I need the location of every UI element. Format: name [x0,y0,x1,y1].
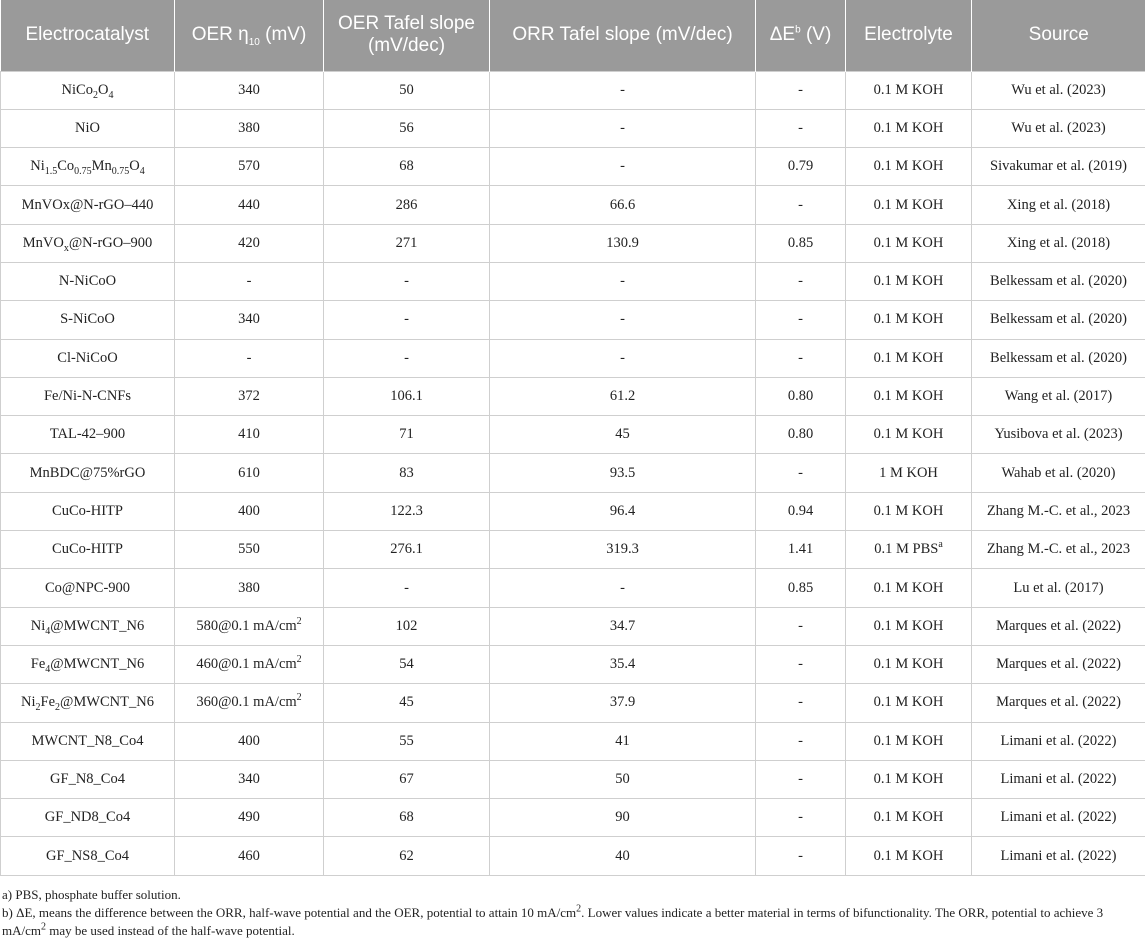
catalyst-text-part: MnBDC@75%rGO [29,464,146,481]
catalyst-text-part: N-NiCoO [58,273,117,290]
footnote-b-sup2: 2 [41,921,46,933]
cell-electrocatalyst [1,569,175,607]
cell-oer-tafel: 45 [324,684,490,722]
catalyst-text-part: MnVOx@N-rGO–440 [21,196,154,213]
cell-orr-tafel: 34.7 [490,607,756,645]
cell-oer-tafel: 106.1 [324,377,490,415]
cell-electrocatalyst [1,148,175,186]
table-row [1,262,1145,300]
cell-orr-tafel: 45 [490,416,756,454]
oer-value: 550 [238,541,260,558]
electrolyte-value: 0.1 M KOH [873,388,944,405]
cell-oer-overpotential [175,722,324,760]
catalyst-text-part: MnVO [22,234,64,251]
oer-unit-sup: 2 [296,654,302,666]
cell-source: Sivakumar et al. (2019) [972,148,1145,186]
cell-electrolyte [846,148,972,186]
cell-oer-tafel: 71 [324,416,490,454]
table-row [1,186,1145,224]
cell-delta-e: - [756,760,846,798]
cell-electrolyte [846,339,972,377]
cell-source: Wu et al. (2023) [972,71,1145,109]
cell-orr-tafel: 50 [490,760,756,798]
table-row [1,837,1145,875]
oer-value: 460@0.1 mA/cm [196,656,297,673]
cell-oer-tafel: 50 [324,71,490,109]
cell-delta-e: - [756,454,846,492]
footnote-b-sup1: 2 [576,903,582,915]
electrolyte-value: 0.1 M KOH [873,426,944,443]
table-row [1,531,1145,569]
catalyst-text-part: Fe [30,656,46,673]
catalyst-text-part: x [63,242,69,254]
cell-oer-tafel: 83 [324,454,490,492]
cell-oer-overpotential [175,569,324,607]
cell-delta-e: - [756,684,846,722]
electrolyte-value: 0.1 M KOH [873,273,944,290]
cell-oer-overpotential [175,224,324,262]
cell-electrolyte [846,492,972,530]
catalyst-text-part: TAL-42–900 [49,426,126,443]
cell-source: Lu et al. (2017) [972,569,1145,607]
oer-value: 372 [238,388,260,405]
table-row [1,339,1145,377]
cell-source: Belkessam et al. (2020) [972,262,1145,300]
cell-orr-tafel: 40 [490,837,756,875]
catalyst-text-part: 2 [92,89,98,101]
cell-electrolyte [846,569,972,607]
cell-source: Zhang M.-C. et al., 2023 [972,492,1145,530]
cell-electrocatalyst [1,109,175,147]
electrolyte-value: 0.1 M PBS [874,541,939,558]
cell-oer-tafel: 62 [324,837,490,875]
cell-delta-e: 0.80 [756,377,846,415]
cell-electrolyte [846,799,972,837]
cell-electrolyte [846,224,972,262]
catalyst-text-part: @MWCNT_N6 [50,656,145,673]
cell-orr-tafel: - [490,109,756,147]
cell-delta-e: - [756,339,846,377]
cell-oer-overpotential [175,377,324,415]
catalyst-text-part: Cl-NiCoO [57,349,118,366]
cell-delta-e: - [756,607,846,645]
catalyst-text-part: @MWCNT_N6 [50,617,145,634]
header-oer-tafel: OER Tafel slope (mV/dec) [324,0,490,71]
cell-delta-e: - [756,837,846,875]
cell-electrocatalyst [1,607,175,645]
table-body [1,71,1145,875]
cell-oer-tafel: 55 [324,722,490,760]
table-row [1,224,1145,262]
table-row [1,607,1145,645]
electrolyte-value: 0.1 M KOH [873,770,944,787]
catalyst-text-part: NiCo [61,81,93,98]
table-row [1,760,1145,798]
oer-value: 410 [238,426,260,443]
catalyst-text-part: @MWCNT_N6 [60,694,154,711]
table-row [1,301,1145,339]
table-row [1,148,1145,186]
header-electrolyte: Electrolyte [846,0,972,71]
footnote-b [2,904,1142,940]
cell-electrocatalyst [1,684,175,722]
oer-value: 340 [238,770,260,787]
footnote-b-part2: . Lower values indicate a better material in terms of bifunctionality. The ORR, potential to achieve 3 mA/cm [2,905,1104,938]
catalyst-text-part: 2 [55,702,61,714]
catalyst-text-part: Co [57,158,75,175]
oer-value: 380 [238,579,260,596]
table-row [1,799,1145,837]
table-row [1,377,1145,415]
cell-oer-overpotential [175,645,324,683]
electrolyte-value: 1 M KOH [879,464,938,481]
catalyst-text-part: Mn [91,158,112,175]
catalyst-text-part: 4 [139,166,145,178]
cell-orr-tafel: 90 [490,799,756,837]
catalyst-text-part: MWCNT_N8_Co4 [31,732,144,749]
oer-value: 610 [238,464,260,481]
cell-electrocatalyst [1,454,175,492]
header-source: Source [972,0,1145,71]
cell-oer-overpotential [175,71,324,109]
header-oer-sub: 10 [248,37,260,49]
electrolyte-value: 0.1 M KOH [873,502,944,519]
table-row [1,684,1145,722]
catalyst-text-part: S-NiCoO [60,311,115,328]
cell-oer-tafel: - [324,339,490,377]
cell-oer-overpotential [175,837,324,875]
catalyst-text-part: GF_N8_Co4 [50,770,125,787]
cell-electrolyte [846,186,972,224]
electrolyte-value: 0.1 M KOH [873,81,944,98]
electrolyte-value: 0.1 M KOH [873,349,944,366]
oer-unit-sup: 2 [296,692,302,704]
cell-oer-overpotential [175,339,324,377]
cell-delta-e: - [756,645,846,683]
catalyst-text-part: O [129,158,140,175]
catalyst-text-part: CuCo-HITP [52,502,123,519]
header-oer-label: OER η [191,24,249,46]
cell-orr-tafel: 66.6 [490,186,756,224]
table-row [1,71,1145,109]
cell-delta-e: - [756,301,846,339]
cell-orr-tafel: 61.2 [490,377,756,415]
cell-oer-tafel: 68 [324,148,490,186]
cell-delta-e: 0.85 [756,224,846,262]
cell-source: Limani et al. (2022) [972,760,1145,798]
cell-oer-tafel: - [324,569,490,607]
header-oer-overpotential [175,0,324,71]
cell-delta-e: - [756,186,846,224]
header-delta-e-unit: (V) [805,24,832,46]
cell-oer-tafel: 56 [324,109,490,147]
cell-electrocatalyst [1,71,175,109]
cell-electrolyte [846,684,972,722]
catalyst-text-part: Fe [40,694,56,711]
catalyst-text-part: 4 [108,89,114,101]
cell-delta-e: - [756,71,846,109]
oer-value: 570 [238,158,260,175]
header-orr-tafel: ORR Tafel slope (mV/dec) [490,0,756,71]
catalyst-text-part: O [97,81,109,98]
footnote-b-part1: b) ΔE, means the difference between the ORR, half-wave potential and the OER, potential to attain 10 mA/cm [2,905,577,920]
cell-electrolyte [846,454,972,492]
oer-value: 340 [238,81,260,98]
cell-orr-tafel: - [490,148,756,186]
cell-electrolyte [846,837,972,875]
cell-source: Xing et al. (2018) [972,224,1145,262]
electrolyte-value: 0.1 M KOH [873,579,944,596]
cell-oer-overpotential [175,416,324,454]
electrolyte-value: 0.1 M KOH [873,847,944,864]
cell-source: Wahab et al. (2020) [972,454,1145,492]
table-row [1,416,1145,454]
cell-orr-tafel: 41 [490,722,756,760]
catalyst-text-part: GF_ND8_Co4 [44,809,131,826]
catalyst-text-part: 2 [35,702,41,714]
cell-oer-overpotential [175,186,324,224]
catalyst-text-part: 0.75 [111,166,130,178]
cell-electrolyte [846,760,972,798]
cell-orr-tafel: 96.4 [490,492,756,530]
table-row [1,492,1145,530]
table-row [1,109,1145,147]
cell-electrolyte [846,722,972,760]
catalyst-text-part: Co@NPC-900 [44,579,131,596]
electrolyte-value: 0.1 M KOH [873,158,944,175]
cell-electrocatalyst [1,645,175,683]
electrolyte-value: 0.1 M KOH [873,732,944,749]
oer-value: 380 [238,119,260,136]
electrolyte-value: 0.1 M KOH [873,809,944,826]
oer-value: 360@0.1 mA/cm [196,694,297,711]
cell-electrocatalyst [1,531,175,569]
oer-value: 420 [238,234,260,251]
oer-value: 490 [238,809,260,826]
catalyst-text-part: CuCo-HITP [52,541,123,558]
cell-oer-tafel: 276.1 [324,531,490,569]
cell-delta-e: 0.94 [756,492,846,530]
catalyst-text-part: 1.5 [44,166,58,178]
cell-electrolyte [846,377,972,415]
cell-electrolyte [846,71,972,109]
cell-delta-e: - [756,799,846,837]
header-delta-e-sup: b [795,24,801,36]
electrolyte-value: 0.1 M KOH [873,617,944,634]
oer-value: 460 [238,847,260,864]
electrolyte-value: 0.1 M KOH [873,311,944,328]
header-electrocatalyst: Electrocatalyst [1,0,175,71]
cell-electrocatalyst [1,262,175,300]
oer-value: 400 [238,732,260,749]
cell-oer-overpotential [175,262,324,300]
cell-electrocatalyst [1,837,175,875]
oer-value: 400 [238,502,260,519]
electrolyte-footnote-sup: a [938,539,943,551]
cell-orr-tafel: 35.4 [490,645,756,683]
cell-oer-overpotential [175,454,324,492]
cell-delta-e: 1.41 [756,531,846,569]
cell-electrolyte [846,301,972,339]
cell-electrocatalyst [1,224,175,262]
cell-electrocatalyst [1,799,175,837]
cell-electrocatalyst [1,760,175,798]
electrolyte-value: 0.1 M KOH [873,694,944,711]
cell-oer-overpotential [175,492,324,530]
catalyst-text-part: 4 [45,625,51,637]
cell-oer-overpotential [175,684,324,722]
cell-electrolyte [846,645,972,683]
table-row [1,645,1145,683]
catalyst-text-part: Fe/Ni-N-CNFs [43,388,131,405]
footnote-a: a) PBS, phosphate buffer solution. [2,887,181,902]
cell-source: Limani et al. (2022) [972,837,1145,875]
cell-source: Xing et al. (2018) [972,186,1145,224]
cell-orr-tafel: - [490,301,756,339]
cell-electrocatalyst [1,339,175,377]
cell-electrocatalyst [1,301,175,339]
cell-oer-tafel: - [324,301,490,339]
oer-value: 580@0.1 mA/cm [196,617,297,634]
catalyst-text-part: 4 [45,663,51,675]
cell-delta-e: - [756,722,846,760]
cell-oer-overpotential [175,799,324,837]
cell-electrolyte [846,607,972,645]
cell-delta-e: 0.80 [756,416,846,454]
oer-value: 340 [238,311,260,328]
electrolyte-value: 0.1 M KOH [873,119,944,136]
catalyst-text-part: Ni [30,158,45,175]
cell-oer-overpotential [175,760,324,798]
cell-orr-tafel: - [490,569,756,607]
header-row [1,0,1145,71]
cell-orr-tafel: - [490,262,756,300]
table-row [1,569,1145,607]
cell-electrocatalyst [1,186,175,224]
catalyst-text-part: 0.75 [74,166,92,178]
catalyst-text-part: @N-rGO–900 [68,234,153,251]
electrolyte-value: 0.1 M KOH [873,196,944,213]
oer-value: - [246,349,252,366]
cell-oer-overpotential [175,607,324,645]
cell-electrolyte [846,109,972,147]
catalyst-text-part: Ni [21,694,36,711]
footnote-b-part3: may be used instead of the half-wave potential. [46,923,295,938]
oer-unit-sup: 2 [296,615,302,627]
cell-source: Wang et al. (2017) [972,377,1145,415]
cell-delta-e: - [756,109,846,147]
cell-electrolyte [846,416,972,454]
cell-source: Limani et al. (2022) [972,722,1145,760]
cell-delta-e: 0.85 [756,569,846,607]
catalyst-text-part: NiO [75,119,100,136]
cell-oer-overpotential [175,109,324,147]
cell-source: Belkessam et al. (2020) [972,339,1145,377]
cell-delta-e: - [756,262,846,300]
cell-oer-overpotential [175,148,324,186]
catalyst-text-part: GF_NS8_Co4 [46,847,129,864]
cell-oer-tafel: 271 [324,224,490,262]
cell-orr-tafel: 319.3 [490,531,756,569]
oer-value: - [246,273,252,290]
oer-value: 440 [238,196,260,213]
cell-oer-tafel: 102 [324,607,490,645]
cell-electrolyte [846,531,972,569]
cell-orr-tafel: - [490,339,756,377]
cell-source: Limani et al. (2022) [972,799,1145,837]
table-row [1,454,1145,492]
cell-orr-tafel: 130.9 [490,224,756,262]
cell-source: Zhang M.-C. et al., 2023 [972,531,1145,569]
cell-orr-tafel: - [490,71,756,109]
cell-orr-tafel: 37.9 [490,684,756,722]
cell-oer-tafel: 122.3 [324,492,490,530]
cell-oer-tafel: 54 [324,645,490,683]
cell-orr-tafel: 93.5 [490,454,756,492]
cell-source: Marques et al. (2022) [972,645,1145,683]
cell-electrocatalyst [1,377,175,415]
cell-source: Wu et al. (2023) [972,109,1145,147]
header-delta-e [756,0,846,71]
cell-electrocatalyst [1,492,175,530]
cell-electrocatalyst [1,722,175,760]
cell-oer-tafel: 68 [324,799,490,837]
cell-source: Marques et al. (2022) [972,684,1145,722]
cell-oer-tafel: 67 [324,760,490,798]
cell-electrolyte [846,262,972,300]
cell-oer-tafel: - [324,262,490,300]
cell-source: Belkessam et al. (2020) [972,301,1145,339]
cell-electrocatalyst [1,416,175,454]
cell-oer-overpotential [175,301,324,339]
header-oer-unit: (mV) [265,24,307,46]
electrolyte-value: 0.1 M KOH [873,656,944,673]
header-delta-e-label: ΔE [769,24,796,46]
table-row [1,722,1145,760]
cell-oer-tafel: 286 [324,186,490,224]
cell-delta-e: 0.79 [756,148,846,186]
cell-source: Marques et al. (2022) [972,607,1145,645]
cell-source: Yusibova et al. (2023) [972,416,1145,454]
electrolyte-value: 0.1 M KOH [873,234,944,251]
catalyst-text-part: Ni [30,617,46,634]
cell-oer-overpotential [175,531,324,569]
